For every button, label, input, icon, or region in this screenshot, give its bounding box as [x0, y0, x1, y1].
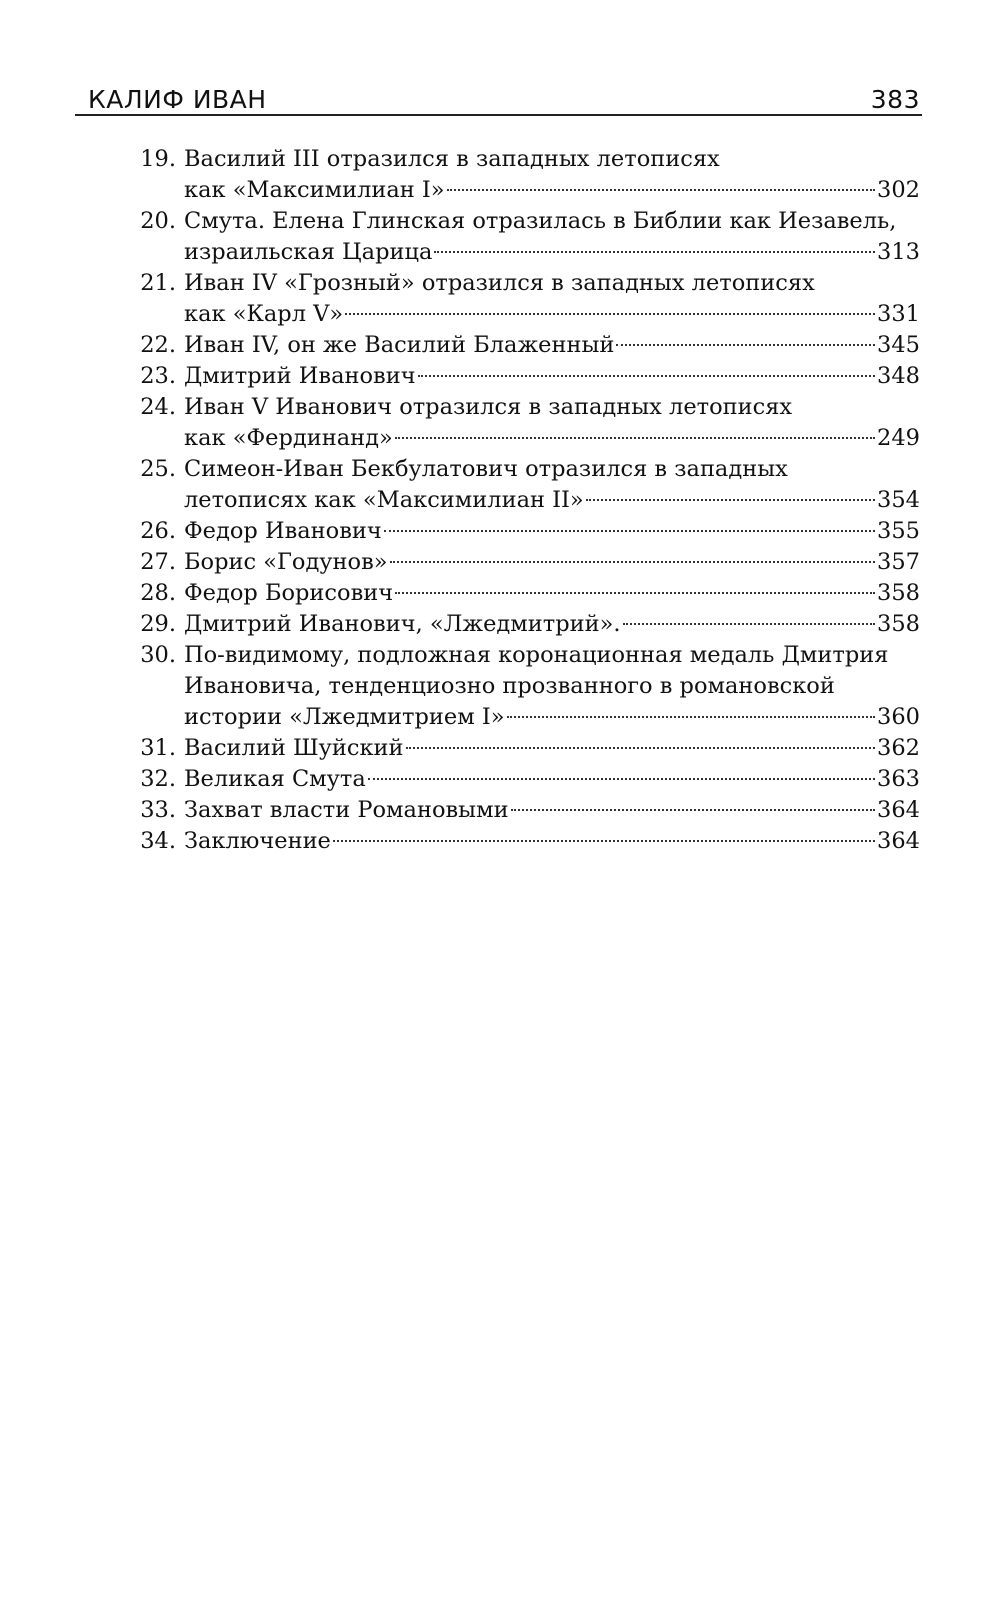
toc-entry-title: Дмитрий Иванович	[184, 363, 416, 389]
dot-leader	[395, 592, 875, 594]
toc-entry-last-line	[176, 485, 920, 516]
toc-entry-title: Борис «Годунов»	[184, 549, 388, 575]
toc-entry-number: 27.	[140, 549, 176, 575]
toc-entry-body	[176, 826, 920, 857]
toc-entry-body	[176, 454, 920, 516]
toc-entry-title: истории «Лжедмитрием I»	[184, 704, 505, 730]
toc-entry-page: 249	[877, 425, 920, 451]
toc-entry-number: 19.	[140, 146, 176, 172]
toc-entry-page: 313	[877, 239, 920, 265]
toc-entry-last-line	[176, 764, 920, 795]
toc-entry-title: как «Карл V»	[184, 301, 344, 327]
toc-entry-title: Дмитрий Иванович, «Лжедмитрий».	[184, 611, 621, 637]
toc-entry-title-line: По-видимому, подложная коронационная медаль Дмитрия	[184, 642, 889, 668]
toc-entry-last-line	[176, 733, 920, 764]
toc-entry-body	[176, 578, 920, 609]
toc-entry-title-line: Иван V Иванович отразился в западных летописях	[184, 394, 793, 420]
toc-entry	[120, 516, 920, 547]
toc-entry	[120, 733, 920, 764]
toc-entry	[120, 578, 920, 609]
toc-entry-body	[176, 330, 920, 361]
toc-entry-last-line	[176, 547, 920, 578]
toc-entry-last-line	[176, 702, 920, 733]
dot-leader	[623, 623, 876, 625]
dot-leader	[368, 778, 875, 780]
toc-entry	[120, 547, 920, 578]
toc-entry-title: Великая Смута	[184, 766, 366, 792]
toc-entry-number: 20.	[140, 208, 176, 234]
toc-entry-last-line	[176, 795, 920, 826]
toc-entry	[120, 609, 920, 640]
toc-entry	[120, 330, 920, 361]
toc-entry-title: Федор Иванович	[184, 518, 382, 544]
toc-entry-page: 364	[877, 797, 920, 823]
toc-entry-number: 21.	[140, 270, 176, 296]
toc-entry-title-line: Симеон-Иван Бекбулатович отразился в западных	[184, 456, 788, 482]
toc-entry-title-line: Иван IV «Грозный» отразился в западных летописях	[184, 270, 815, 296]
table-of-contents	[120, 144, 920, 857]
toc-entry-body	[176, 361, 920, 392]
toc-entry-body	[176, 547, 920, 578]
toc-entry-title: Федор Борисович	[184, 580, 394, 606]
toc-entry-title: как «Фердинанд»	[184, 425, 393, 451]
header-rule	[75, 114, 922, 116]
dot-leader	[616, 344, 875, 346]
toc-entry-body	[176, 733, 920, 764]
toc-entry-number: 32.	[140, 766, 176, 792]
toc-entry-page: 357	[877, 549, 920, 575]
toc-entry-page: 331	[877, 301, 920, 327]
toc-entry-title: израильская Царица	[184, 239, 433, 265]
toc-entry-last-line	[176, 330, 920, 361]
toc-entry-body	[176, 795, 920, 826]
toc-entry	[120, 361, 920, 392]
toc-entry	[120, 795, 920, 826]
toc-entry	[120, 144, 920, 206]
dot-leader	[507, 716, 876, 718]
toc-entry-page: 360	[877, 704, 920, 730]
dot-leader	[511, 809, 875, 811]
toc-entry-number: 26.	[140, 518, 176, 544]
toc-entry	[120, 640, 920, 733]
running-header	[88, 78, 920, 114]
toc-entry	[120, 826, 920, 857]
toc-entry-page: 348	[877, 363, 920, 389]
toc-entry-number: 24.	[140, 394, 176, 420]
toc-entry-page: 345	[877, 332, 920, 358]
book-title: КАЛИФ ИВАН	[88, 85, 267, 114]
toc-entry-last-line	[176, 423, 920, 454]
toc-entry-body	[176, 144, 920, 206]
toc-entry-page: 364	[877, 828, 920, 854]
toc-entry	[120, 764, 920, 795]
toc-entry-body	[176, 268, 920, 330]
toc-entry-title: как «Максимилиан I»	[184, 177, 445, 203]
toc-entry-number: 33.	[140, 797, 176, 823]
toc-entry-number: 23.	[140, 363, 176, 389]
dot-leader	[406, 747, 875, 749]
toc-entry	[120, 268, 920, 330]
dot-leader	[384, 530, 875, 532]
toc-entry-body	[176, 609, 920, 640]
toc-entry-number: 22.	[140, 332, 176, 358]
toc-entry-page: 358	[877, 611, 920, 637]
toc-entry-title: Заключение	[184, 828, 331, 854]
toc-entry-title: летописях как «Максимилиан II»	[184, 487, 584, 513]
dot-leader	[395, 437, 875, 439]
toc-entry-body	[176, 392, 920, 454]
toc-entry-last-line	[176, 578, 920, 609]
toc-entry-page: 358	[877, 580, 920, 606]
toc-entry-number: 28.	[140, 580, 176, 606]
dot-leader	[586, 499, 875, 501]
toc-entry-last-line	[176, 826, 920, 857]
dot-leader	[345, 313, 875, 315]
toc-entry-page: 355	[877, 518, 920, 544]
dot-leader	[390, 561, 876, 563]
dot-leader	[333, 840, 875, 842]
toc-entry-last-line	[176, 237, 920, 268]
toc-entry-body	[176, 516, 920, 547]
toc-entry	[120, 454, 920, 516]
toc-entry-title: Василий Шуйский	[184, 735, 404, 761]
toc-entry-last-line	[176, 609, 920, 640]
toc-entry-body	[176, 640, 920, 733]
toc-entry-last-line	[176, 299, 920, 330]
dot-leader	[418, 375, 875, 377]
toc-entry-number: 34.	[140, 828, 176, 854]
toc-entry-page: 363	[877, 766, 920, 792]
toc-entry-title: Иван IV, он же Василий Блаженный	[184, 332, 615, 358]
toc-entry	[120, 206, 920, 268]
toc-entry-body	[176, 206, 920, 268]
toc-entry-page: 354	[877, 487, 920, 513]
toc-entry-page: 362	[877, 735, 920, 761]
toc-entry-number: 29.	[140, 611, 176, 637]
toc-entry-number: 30.	[140, 642, 176, 668]
toc-entry-title-line: Василий III отразился в западных летописях	[184, 146, 720, 172]
toc-entry-last-line	[176, 175, 920, 206]
toc-entry-page: 302	[877, 177, 920, 203]
toc-entry	[120, 392, 920, 454]
dot-leader	[434, 251, 875, 253]
toc-entry-number: 31.	[140, 735, 176, 761]
toc-entry-last-line	[176, 516, 920, 547]
toc-entry-last-line	[176, 361, 920, 392]
dot-leader	[447, 189, 875, 191]
page-number: 383	[870, 85, 920, 114]
toc-entry-title: Захват власти Романовыми	[184, 797, 509, 823]
toc-entry-title-line: Ивановича, тенденциозно прозванного в романовской	[184, 673, 835, 699]
toc-entry-number: 25.	[140, 456, 176, 482]
toc-entry-body	[176, 764, 920, 795]
toc-entry-title-line: Смута. Елена Глинская отразилась в Библии как Иезавель,	[184, 208, 897, 234]
